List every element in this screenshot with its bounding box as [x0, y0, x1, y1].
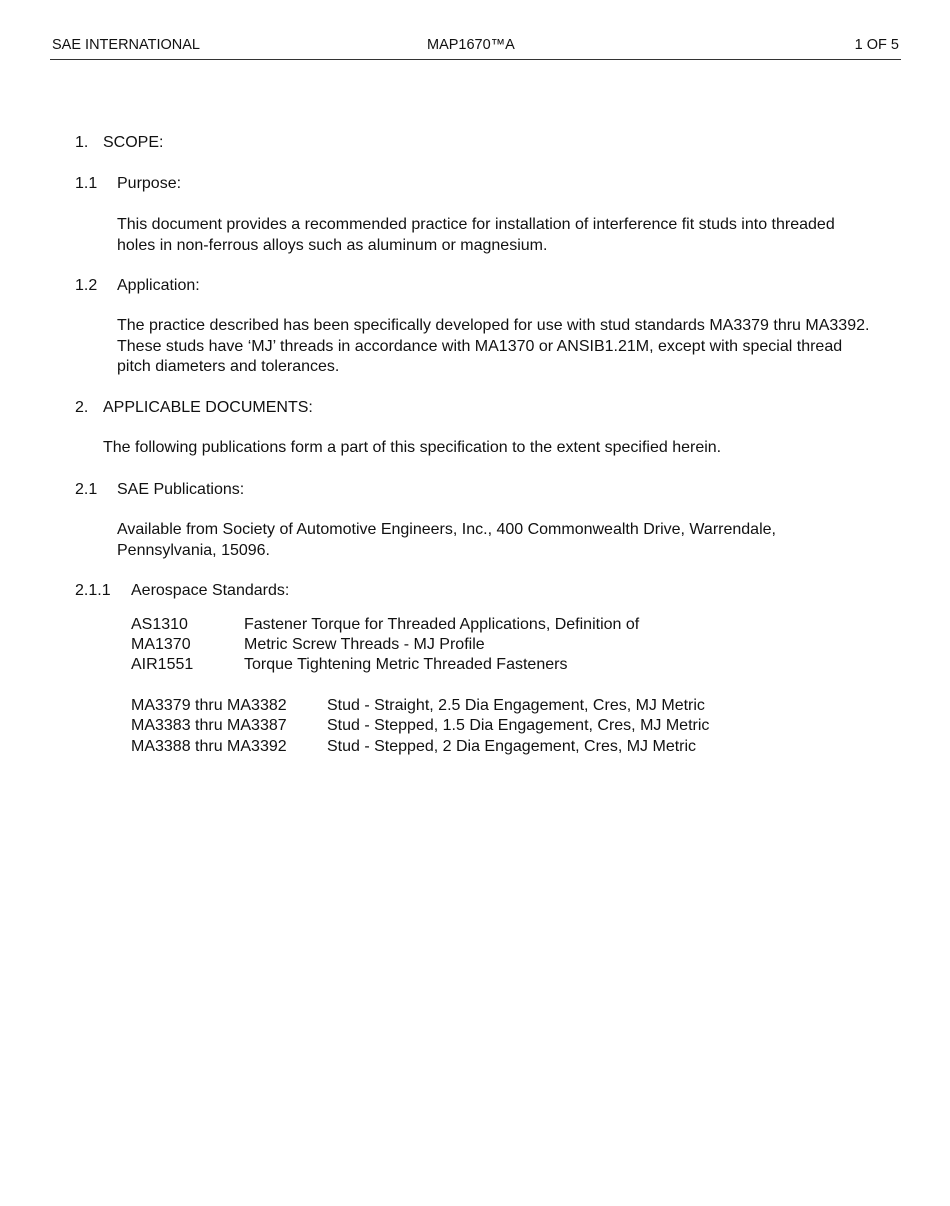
standard-description: Metric Screw Threads - MJ Profile: [244, 636, 485, 653]
standard-code: MA3388 thru MA3392: [131, 738, 287, 755]
standard-code: AS1310: [131, 616, 188, 633]
standard-description: Stud - Stepped, 1.5 Dia Engagement, Cres, MJ Metric: [327, 717, 710, 734]
section-1-1-number: 1.1: [75, 175, 98, 192]
section-2-number: 2.: [75, 399, 89, 416]
sae-publications-paragraph: Available from Society of Automotive Engineers, Inc., 400 Commonwealth Drive, Warrendale, Pennsylvania, 15096.: [117, 521, 776, 559]
standard-description: Fastener Torque for Threaded Applications, Definition of: [244, 616, 640, 633]
standard-code: MA3379 thru MA3382: [131, 697, 287, 714]
standard-description: Torque Tightening Metric Threaded Fasteners: [244, 656, 568, 673]
section-1-1-title: Purpose:: [117, 175, 182, 192]
application-paragraph: The practice described has been specifically developed for use with stud standards MA3379 thru MA3392. These studs have ‘MJ’ threads in accordance with MA1370 or ANSIB1.21M, except with special thread pitch diameters and tolerances.: [117, 317, 870, 375]
section-2-1-number: 2.1: [75, 481, 98, 498]
section-1-title: SCOPE:: [103, 134, 164, 151]
header-org: SAE INTERNATIONAL: [52, 37, 200, 53]
page-header: [50, 35, 901, 60]
applicable-docs-paragraph: The following publications form a part of this specification to the extent specified herein.: [103, 439, 722, 456]
section-1-2-title: Application:: [117, 277, 200, 294]
header-page-number: 1 OF 5: [854, 37, 899, 53]
section-2-title: APPLICABLE DOCUMENTS:: [103, 399, 313, 416]
section-2-1-1-title: Aerospace Standards:: [131, 582, 290, 599]
section-2-1-1-number: 2.1.1: [75, 582, 111, 599]
standard-code: MA3383 thru MA3387: [131, 717, 287, 734]
section-2-1-title: SAE Publications:: [117, 481, 245, 498]
section-1-2-number: 1.2: [75, 277, 98, 294]
purpose-paragraph: This document provides a recommended practice for installation of interference fit studs into threaded holes in non-ferrous alloys such as aluminum or magnesium.: [117, 216, 835, 254]
standard-code: AIR1551: [131, 656, 194, 673]
header-doc-id: MAP1670™A: [427, 37, 515, 53]
standard-code: MA1370: [131, 636, 191, 653]
standard-description: Stud - Stepped, 2 Dia Engagement, Cres, MJ Metric: [327, 738, 697, 755]
section-1-number: 1.: [75, 134, 89, 151]
standard-description: Stud - Straight, 2.5 Dia Engagement, Cres, MJ Metric: [327, 697, 705, 714]
